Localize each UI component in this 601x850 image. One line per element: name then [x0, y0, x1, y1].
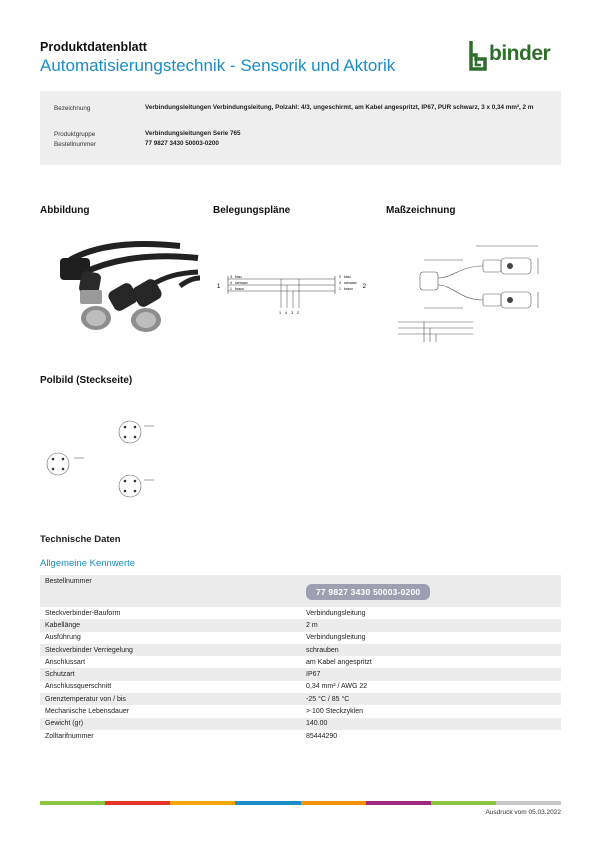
- section-masszeichnung: Maßzeichnung: [386, 205, 456, 216]
- tech-value: am Kabel angespritzt: [306, 658, 372, 666]
- wiring-end-right: 2: [362, 284, 366, 290]
- table-row: [40, 681, 561, 693]
- footer-bar-segment: [170, 801, 235, 805]
- bezeichnung-label: Bezeichnung: [54, 105, 91, 112]
- wiring-pin-left: 1: [230, 287, 232, 291]
- footer-bar-segment: [105, 801, 170, 805]
- wiring-bottom-pin: 1: [279, 311, 282, 315]
- info-box: [40, 91, 561, 165]
- tech-key: Grenztemperatur von / bis: [40, 693, 301, 705]
- tech-value: Verbindungsleitung: [306, 609, 366, 617]
- tech-key: Bestellnummer: [40, 575, 301, 607]
- wiring-color-right: braun: [344, 287, 353, 291]
- tech-group-title: Allgemeine Kennwerte: [40, 558, 136, 569]
- tech-value: 85444290: [306, 732, 338, 740]
- tech-value: 0,34 mm² / AWG 22: [306, 683, 368, 691]
- table-row: [40, 656, 561, 668]
- bestellnummer-value: 77 9827 3430 50003-0200: [145, 140, 219, 147]
- table-row: [40, 644, 561, 656]
- table-row: [40, 705, 561, 717]
- tech-key: Schutzart: [40, 668, 301, 680]
- wiring-pin-left: 3: [230, 275, 232, 279]
- tech-key: Gewicht (gr): [40, 718, 301, 730]
- wiring-bottom-pin: 2: [297, 311, 300, 315]
- tech-key: Steckverbinder-Bauform: [45, 609, 121, 617]
- wiring-color-left: blau: [235, 275, 242, 279]
- footer-bar-segment: [40, 801, 105, 805]
- footer-bar-segment: [496, 801, 561, 805]
- table-row: [40, 607, 561, 619]
- order-number-badge: 77 9827 3430 50003-0200: [306, 584, 430, 600]
- product-image: [50, 228, 200, 343]
- tech-value: [301, 575, 561, 607]
- tech-title: Technische Daten: [40, 534, 121, 545]
- wiring-color-left: schwarz: [235, 281, 248, 285]
- tech-key: Kabellänge: [40, 619, 301, 631]
- footer-bar-segment: [235, 801, 300, 805]
- tech-key: Anschlussquerschnitt: [45, 683, 112, 691]
- wiring-diagram: [213, 262, 366, 322]
- pin-layout-diagram: [40, 400, 200, 505]
- logo-text: binder: [489, 42, 551, 65]
- wiring-color-left: braun: [235, 287, 244, 291]
- wiring-pin-right: 4: [339, 281, 341, 285]
- table-row: [40, 619, 561, 631]
- tech-key: Steckverbinder Verriegelung: [40, 644, 301, 656]
- dimension-drawing: [388, 238, 556, 350]
- produktgruppe-label: Produktgruppe: [54, 131, 96, 138]
- footer-bar-segment: [431, 801, 496, 805]
- tech-key: Mechanische Lebensdauer: [45, 708, 130, 716]
- tech-key: Anschlussart: [45, 658, 86, 666]
- tech-value: > 100 Steckzyklen: [306, 708, 364, 716]
- footer-bar-segment: [301, 801, 366, 805]
- tech-value: -25 °C / 85 °C: [301, 693, 561, 705]
- table-row: [40, 668, 561, 680]
- tech-key: Ausführung: [45, 634, 81, 642]
- wiring-pin-right: 1: [339, 287, 341, 291]
- wiring-color-right: schwarz: [344, 281, 357, 285]
- wiring-pin-left: 4: [230, 281, 232, 285]
- doc-type: Produktdatenblatt: [40, 40, 147, 54]
- table-row: [40, 718, 561, 730]
- page-title: Automatisierungstechnik - Sensorik und Aktorik: [40, 56, 396, 75]
- bezeichnung-value: Verbindungsleitungen Verbindungsleitung, Polzahl: 4/3, ungeschirmt, am Kabel angespritzt, IP67, PUR schwarz, 3 x 0,34 mm², 2 m: [145, 104, 534, 111]
- section-polbild: Polbild (Steckseite): [40, 375, 133, 386]
- table-row: [40, 575, 561, 607]
- bestellnummer-label: Bestellnummer: [54, 141, 96, 148]
- table-row: [40, 632, 561, 644]
- wiring-bottom-pin: 3: [291, 311, 294, 315]
- wiring-end-left: 1: [217, 284, 221, 290]
- wiring-bottom-pin: 4: [285, 311, 288, 315]
- binder-logo: [469, 40, 561, 72]
- tech-value: schrauben: [301, 644, 561, 656]
- tech-value: 140.00: [301, 718, 561, 730]
- wiring-color-right: blau: [344, 275, 351, 279]
- footer-bar-segment: [366, 801, 431, 805]
- wiring-pin-right: 3: [339, 275, 341, 279]
- tech-table: [40, 575, 561, 742]
- tech-value: IP67: [301, 668, 561, 680]
- table-row: [40, 693, 561, 705]
- produktgruppe-value: Verbindungsleitungen Serie 765: [145, 130, 241, 137]
- footer-color-bar: [40, 801, 561, 805]
- table-row: [40, 730, 561, 742]
- section-abbildung: Abbildung: [40, 205, 90, 216]
- print-date: Ausdruck vom 05.03.2022: [485, 809, 561, 816]
- tech-key: Zolltarifnummer: [45, 732, 94, 740]
- tech-value: Verbindungsleitung: [306, 634, 366, 642]
- section-belegungsplaene: Belegungspläne: [213, 205, 291, 216]
- tech-value: 2 m: [301, 619, 561, 631]
- logo-mark-icon: [469, 41, 487, 71]
